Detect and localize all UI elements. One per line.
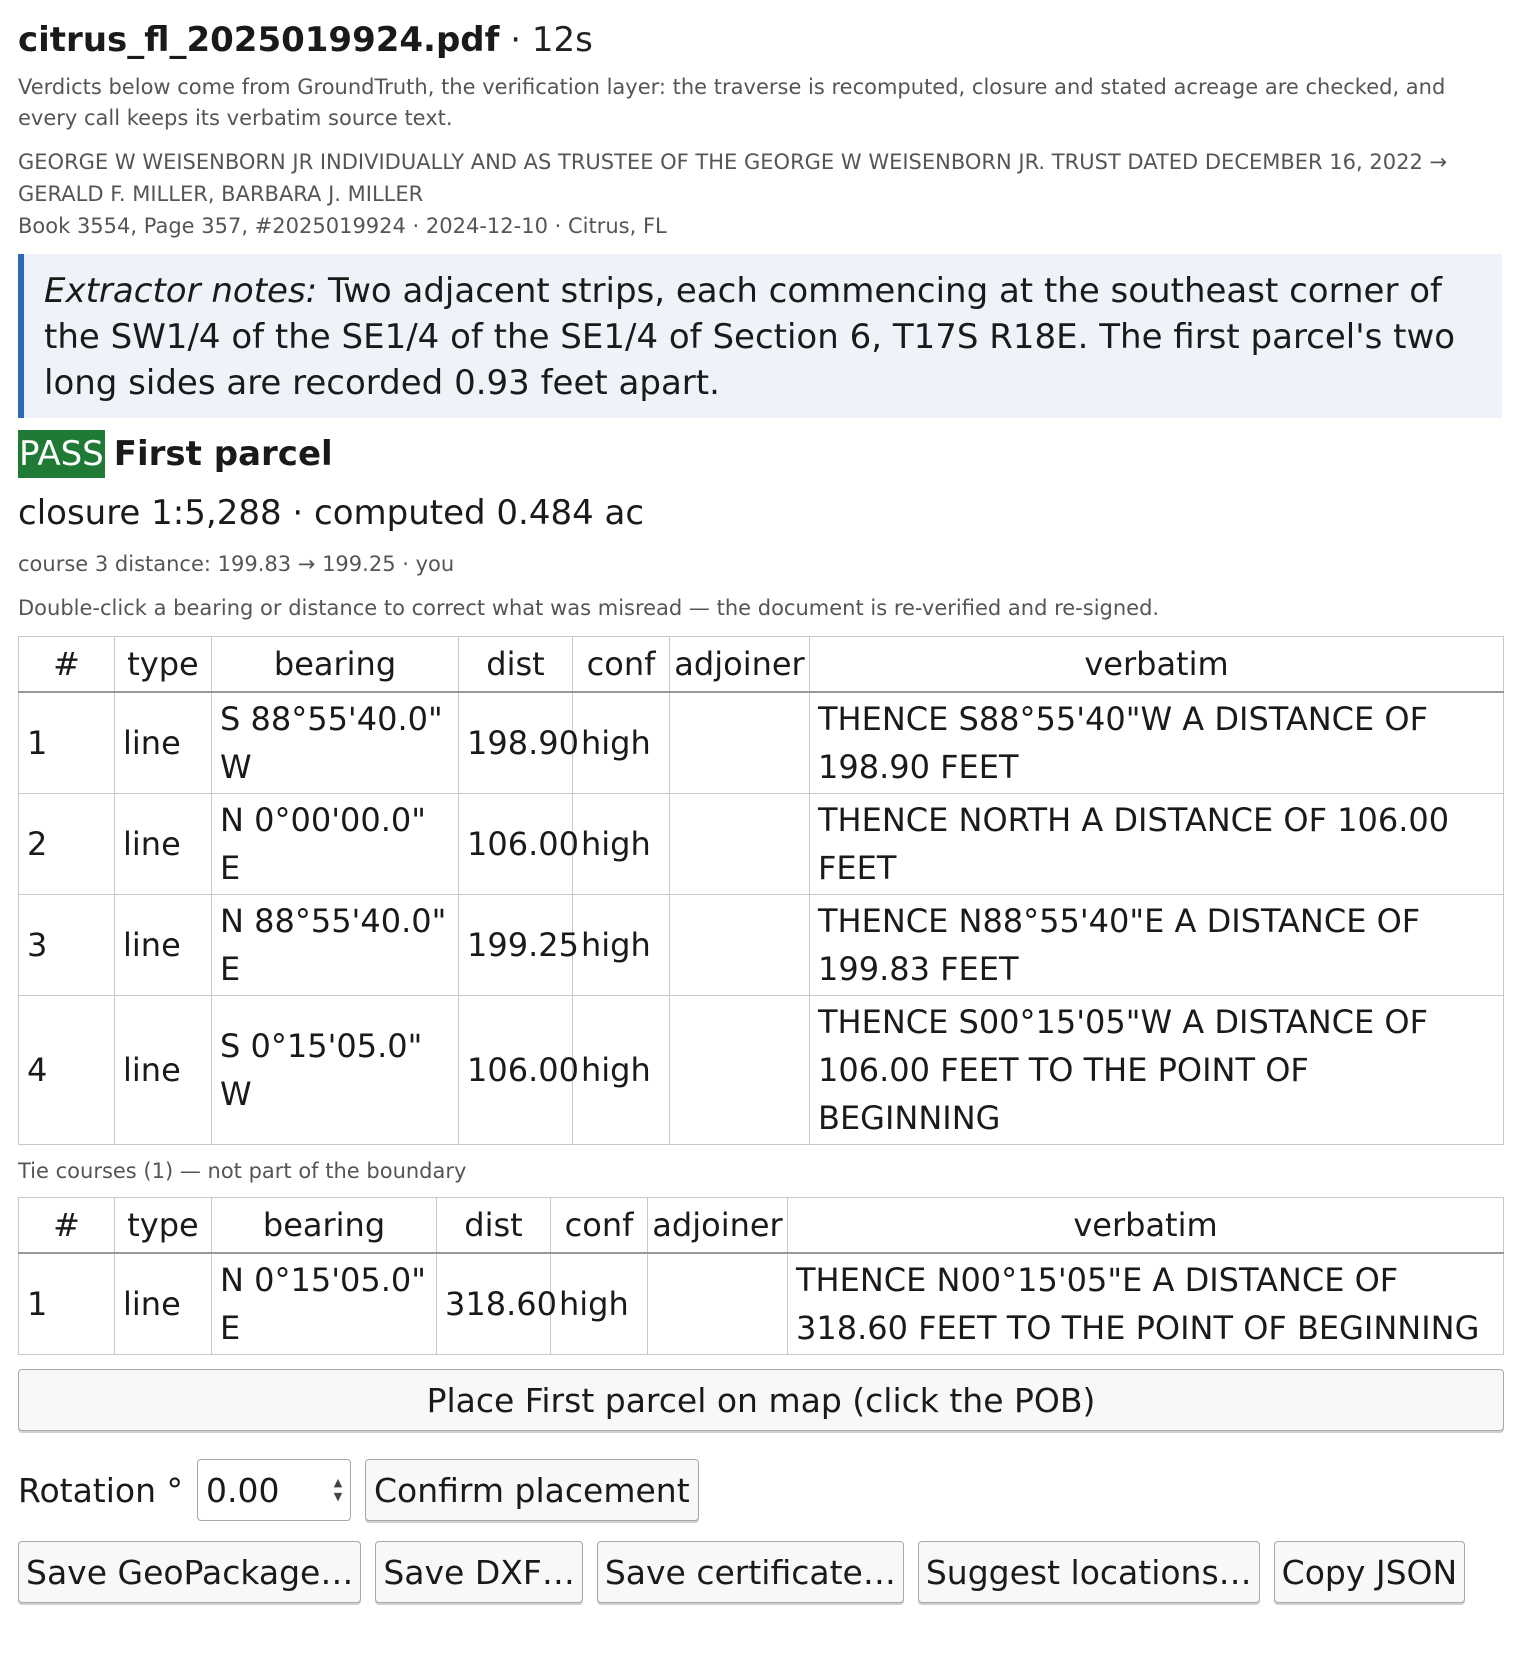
courses-header-row (19, 637, 1504, 693)
course-adjoiner (670, 996, 810, 1145)
course-verbatim: THENCE S88°55'40"W A DISTANCE OF 198.90 FEET (810, 692, 1504, 794)
confirm-placement-button[interactable]: Confirm placement (365, 1459, 699, 1521)
course-bearing[interactable]: N 0°00'00.0" E (212, 794, 459, 895)
rotation-label: Rotation ° (18, 1470, 183, 1510)
extractor-notes-text: Two adjacent strips, each commencing at the southeast corner of the SW1/4 of the SE1/4 of the SE1/4 of Section 6, T17S R18E. The first parcel's two long sides are recorded 0.93 feet apart. (44, 271, 1456, 403)
column-header: type (115, 637, 212, 693)
column-header: # (19, 1198, 115, 1254)
course-verbatim: THENCE S00°15'05"W A DISTANCE OF 106.00 FEET TO THE POINT OF BEGINNING (810, 996, 1504, 1145)
rotation-row (18, 1459, 1502, 1521)
verdict-note: Verdicts below come from GroundTruth, the verification layer: the traverse is recomputed, closure and stated acreage are checked, and every call keeps its verbatim source text. (18, 75, 1446, 130)
course-confidence: high (551, 1253, 648, 1355)
course-type: line (115, 1253, 212, 1355)
course-type: line (115, 996, 212, 1145)
closure-summary: closure 1:5,288 · computed 0.484 ac (18, 493, 645, 533)
course-verbatim: THENCE NORTH A DISTANCE OF 106.00 FEET (810, 794, 1504, 895)
document-filename: citrus_fl_2025019924.pdf (18, 20, 500, 60)
place-on-map-button[interactable]: Place First parcel on map (click the POB) (18, 1369, 1504, 1431)
course-type: line (115, 895, 212, 996)
save-dxf-button[interactable]: Save DXF… (375, 1541, 583, 1603)
column-header: dist (459, 637, 573, 693)
course-distance[interactable]: 106.00 (459, 996, 573, 1145)
save-certificate-button[interactable]: Save certificate… (597, 1541, 904, 1603)
column-header: bearing (212, 1198, 437, 1254)
column-header: type (115, 1198, 212, 1254)
status-badge: PASS (18, 430, 105, 478)
tie-header-row (19, 1198, 1504, 1254)
rotation-stepper[interactable] (197, 1459, 351, 1521)
course-verbatim: THENCE N88°55'40"E A DISTANCE OF 199.83 FEET (810, 895, 1504, 996)
course-distance[interactable]: 318.60 (437, 1253, 551, 1355)
processing-duration: · 12s (499, 20, 593, 60)
course-distance[interactable]: 198.90 (459, 692, 573, 794)
table-row (19, 996, 1504, 1145)
course-confidence: high (573, 692, 670, 794)
edit-hint: Double-click a bearing or distance to correct what was misread — the document is re-verified and re-signed. (18, 596, 1160, 620)
course-number: 1 (19, 692, 115, 794)
tie-courses-label: Tie courses (1) — not part of the boundary (18, 1159, 467, 1183)
course-bearing[interactable]: S 88°55'40.0" W (212, 692, 459, 794)
export-actions (18, 1541, 1502, 1603)
course-confidence: high (573, 996, 670, 1145)
course-bearing[interactable]: N 0°15'05.0" E (212, 1253, 437, 1355)
course-type: line (115, 794, 212, 895)
course-bearing[interactable]: S 0°15'05.0" W (212, 996, 459, 1145)
course-number: 1 (19, 1253, 115, 1355)
document-title (18, 18, 1502, 62)
table-row (19, 794, 1504, 895)
chevron-down-icon[interactable]: ▼ (333, 1490, 343, 1503)
course-distance[interactable]: 199.25 (459, 895, 573, 996)
courses-table (18, 636, 1504, 1145)
suggest-locations-button[interactable]: Suggest locations… (918, 1541, 1260, 1603)
course-distance[interactable]: 106.00 (459, 794, 573, 895)
course-adjoiner (670, 895, 810, 996)
column-header: dist (437, 1198, 551, 1254)
copy-json-button[interactable]: Copy JSON (1274, 1541, 1466, 1603)
course-confidence: high (573, 895, 670, 996)
save-geopackage-button[interactable]: Save GeoPackage… (18, 1541, 361, 1603)
course-confidence: high (573, 794, 670, 895)
course-number: 2 (19, 794, 115, 895)
tie-courses-table (18, 1197, 1504, 1355)
column-header: verbatim (788, 1198, 1504, 1254)
stepper-arrows[interactable] (326, 1476, 350, 1504)
course-type: line (115, 692, 212, 794)
extractor-notes (18, 254, 1502, 418)
course-adjoiner (670, 692, 810, 794)
column-header: conf (573, 637, 670, 693)
table-row (19, 1253, 1504, 1355)
recording-info: Book 3554, Page 357, #2025019924 · 2024-12-10 · Citrus, FL (18, 214, 667, 238)
course-adjoiner (670, 794, 810, 895)
course-verbatim: THENCE N00°15'05"E A DISTANCE OF 318.60 FEET TO THE POINT OF BEGINNING (788, 1253, 1504, 1355)
course-adjoiner (648, 1253, 788, 1355)
parcel-header (18, 430, 1502, 478)
column-header: # (19, 637, 115, 693)
column-header: bearing (212, 637, 459, 693)
course-bearing[interactable]: N 88°55'40.0" E (212, 895, 459, 996)
extractor-notes-label: Extractor notes: (44, 271, 318, 311)
rotation-input[interactable] (198, 1470, 326, 1511)
parties-line: GEORGE W WEISENBORN JR INDIVIDUALLY AND AS TRUSTEE OF THE GEORGE W WEISENBORN JR. TRUST DATED DECEMBER 16, 2022 → GERALD F. MILLER, BARBARA J. MILLER (18, 150, 1448, 206)
correction-history: course 3 distance: 199.83 → 199.25 · you (18, 552, 455, 576)
course-number: 3 (19, 895, 115, 996)
column-header: conf (551, 1198, 648, 1254)
course-number: 4 (19, 996, 115, 1145)
column-header: verbatim (810, 637, 1504, 693)
parcel-title: First parcel (113, 434, 333, 474)
chevron-up-icon[interactable]: ▲ (333, 1476, 343, 1489)
column-header: adjoiner (648, 1198, 788, 1254)
table-row (19, 692, 1504, 794)
table-row (19, 895, 1504, 996)
column-header: adjoiner (670, 637, 810, 693)
